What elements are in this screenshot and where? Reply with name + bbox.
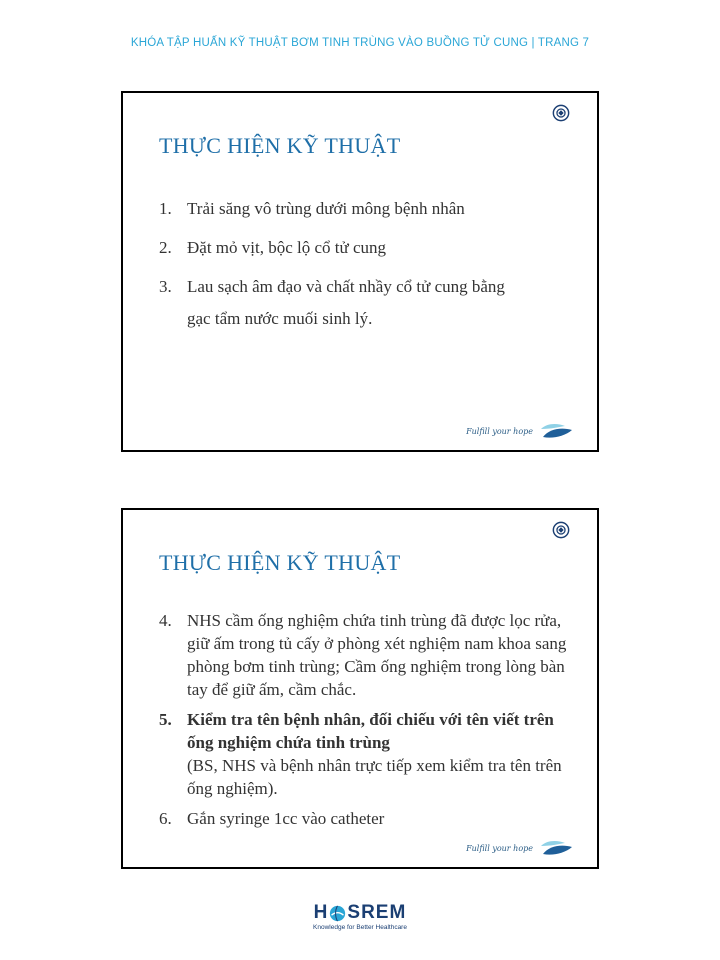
page-header: KHÓA TẬP HUẤN KỸ THUẬT BƠM TINH TRÙNG VÀO BUỒNG TỬ CUNG | TRANG 7 <box>130 37 590 49</box>
item-text: Gắn syringe 1cc vào catheter <box>187 809 385 828</box>
list-item <box>159 236 573 259</box>
step-list <box>159 197 573 335</box>
item-text-line: gạc tẩm nước muối sinh lý. <box>187 309 373 328</box>
item-text <box>187 708 573 800</box>
list-item <box>159 197 573 220</box>
brand-name-rest: SREM <box>347 902 407 923</box>
slide-title: THỰC HIỆN KỸ THUẬT <box>159 133 401 158</box>
clinic-logo-icon <box>552 521 570 539</box>
item-number: 1. <box>159 199 172 218</box>
item-text: Đặt mỏ vịt, bộc lộ cổ tử cung <box>187 238 387 257</box>
brand-name-h: H <box>313 902 329 923</box>
list-item <box>159 275 573 335</box>
item-number: 3. <box>159 277 172 296</box>
item-number: 2. <box>159 238 172 257</box>
clinic-logo-icon <box>552 104 570 122</box>
globe-icon <box>329 905 346 922</box>
item-text-note: (BS, NHS và bệnh nhân trực tiếp xem kiểm tra tên trên ống nghiệm). <box>187 756 562 798</box>
footer-slogan: Fulfill your hope <box>466 843 533 853</box>
hosrem-brand <box>0 902 720 931</box>
slide-2 <box>121 508 599 869</box>
step-list <box>159 609 573 830</box>
item-text: Trải săng vô trùng dưới mông bệnh nhân <box>187 199 465 218</box>
brand-tagline: Knowledge for Better Healthcare <box>313 924 407 931</box>
item-text: NHS cầm ống nghiệm chứa tinh trùng đã được lọc rửa, giữ ấm trong tủ cấy ở phòng xét nghiệm nam khoa sang phòng bơm tinh trùng; Cầm ống nghiệm trong lòng bàn tay để giữ ấm, cầm chắc. <box>187 611 567 699</box>
slide-footer <box>466 839 573 857</box>
item-number: 4. <box>159 611 172 630</box>
item-text-bold: Kiểm tra tên bệnh nhân, đối chiếu với tên viết trên ống nghiệm chứa tinh trùng <box>187 710 554 752</box>
item-text <box>187 271 573 335</box>
list-item <box>159 807 573 830</box>
list-item <box>159 708 573 800</box>
leaf-logo-icon <box>539 422 573 440</box>
item-number: 6. <box>159 809 172 828</box>
leaf-logo-icon <box>539 839 573 857</box>
slide-title: THỰC HIỆN KỸ THUẬT <box>159 550 401 575</box>
item-number: 5. <box>159 710 172 729</box>
list-item <box>159 609 573 701</box>
brand-name <box>314 902 407 924</box>
item-text-line: Lau sạch âm đạo và chất nhầy cổ tử cung bằng <box>187 277 505 296</box>
slide-1 <box>121 91 599 452</box>
slide-footer <box>466 422 573 440</box>
footer-slogan: Fulfill your hope <box>466 426 533 436</box>
